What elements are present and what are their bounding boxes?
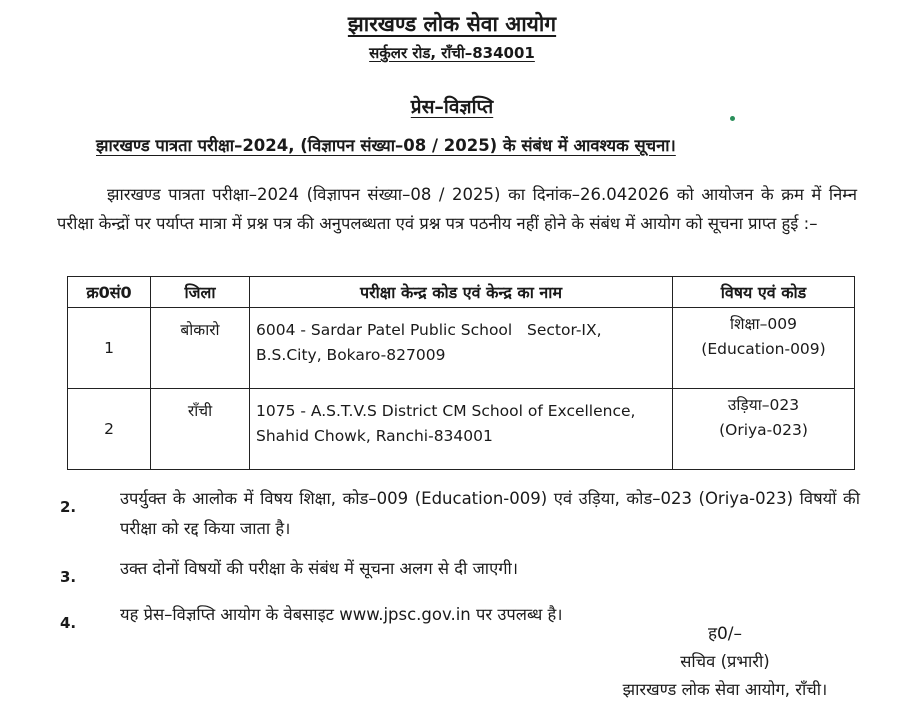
table-row bbox=[68, 389, 855, 470]
point-text: उपर्युक्त के आलोक में विषय शिक्षा, कोड–009 (Education-009) एवं उड़िया, कोड–023 (Oriya-023) विषयों की परीक्षा को रद्द किया जाता है। bbox=[120, 489, 860, 538]
header-serial-no: क्र0सं0 bbox=[68, 277, 151, 308]
point-number: 4. bbox=[60, 614, 77, 632]
center-line-2: Shahid Chowk, Ranchi-834001 bbox=[256, 427, 493, 445]
center-line-1: 6004 - Sardar Patel Public School Sector-IX, bbox=[256, 321, 602, 339]
point-number: 3. bbox=[60, 568, 77, 586]
intro-paragraph: झारखण्ड पात्रता परीक्षा–2024 (विज्ञापन संख्या–08 / 2025) का दिनांक–26.042026 को आयोजन के क्रम में निम्न परीक्षा केन्द्रों पर पर्याप्त मात्रा में प्रश्न पत्र की अनुपलब्धता एवं प्रश्न पत्र पठनीय नहीं होने के संबंध में आयोग को सूचना प्राप्त हुई :– bbox=[57, 185, 857, 233]
table-header-row bbox=[68, 277, 855, 308]
center-line-1: 1075 - A.S.T.V.S District CM School of Excellence, bbox=[256, 402, 636, 420]
point-number: 2. bbox=[60, 498, 77, 516]
subject-line-1: शिक्षा–009 bbox=[729, 315, 798, 333]
signatory-office: झारखण्ड लोक सेवा आयोग, राँची। bbox=[622, 680, 828, 699]
cell-center bbox=[250, 389, 673, 470]
signatory-designation: सचिव (प्रभारी) bbox=[680, 652, 770, 671]
cell-serial-no: 2 bbox=[68, 389, 151, 470]
header-district: जिला bbox=[151, 277, 250, 308]
cell-district: राँची bbox=[151, 389, 250, 470]
notice-title: प्रेस–विज्ञप्ति bbox=[410, 96, 494, 118]
point-item bbox=[60, 554, 860, 584]
point-text: यह प्रेस–विज्ञप्ति आयोग के वेबसाइट www.jpsc.gov.in पर उपलब्ध है। bbox=[120, 605, 563, 624]
signature-mark: ह0/– bbox=[707, 624, 743, 644]
subject-line-2: (Education-009) bbox=[701, 340, 826, 358]
cell-subject bbox=[673, 308, 855, 389]
cell-center bbox=[250, 308, 673, 389]
notice-subject: झारखण्ड पात्रता परीक्षा–2024, (विज्ञापन संख्या–08 / 2025) के संबंध में आवश्यक सूचना। bbox=[96, 136, 676, 155]
header-center: परीक्षा केन्द्र कोड एवं केन्द्र का नाम bbox=[250, 277, 673, 308]
cell-district: बोकारो bbox=[151, 308, 250, 389]
organization-name: झारखण्ड लोक सेवा आयोग bbox=[347, 12, 557, 36]
header-subject: विषय एवं कोड bbox=[673, 277, 855, 308]
cell-subject bbox=[673, 389, 855, 470]
table-row bbox=[68, 308, 855, 389]
ink-dot-mark bbox=[730, 116, 735, 121]
point-text: उक्त दोनों विषयों की परीक्षा के संबंध में सूचना अलग से दी जाएगी। bbox=[120, 559, 519, 578]
organization-address: सर्कुलर रोड, राँची–834001 bbox=[369, 44, 535, 62]
exam-centers-table bbox=[67, 276, 855, 470]
cell-serial-no: 1 bbox=[68, 308, 151, 389]
subject-line-2: (Oriya-023) bbox=[719, 421, 808, 439]
numbered-points bbox=[60, 484, 860, 630]
center-line-2: B.S.City, Bokaro-827009 bbox=[256, 346, 446, 364]
subject-line-1: उड़िया–023 bbox=[727, 396, 800, 414]
point-item bbox=[60, 484, 860, 544]
